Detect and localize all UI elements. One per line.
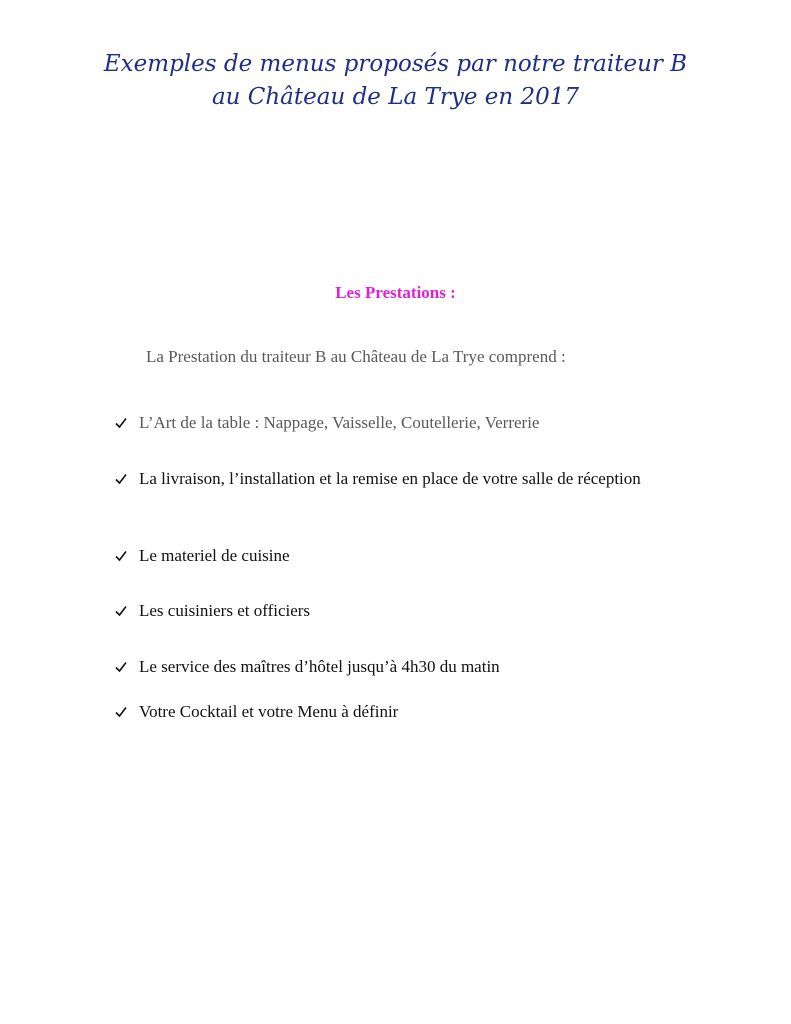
- page-title: [0, 48, 791, 114]
- intro-text: La Prestation du traiteur B au Château de La Trye comprend :: [146, 347, 566, 366]
- list-item: [115, 468, 675, 490]
- checkmark-icon: [115, 412, 129, 434]
- list-item-text: Les cuisiniers et officiers: [139, 601, 311, 620]
- section-heading: Les Prestations :: [335, 283, 456, 302]
- title-line-2: au Château de La Trye en 2017: [211, 84, 580, 110]
- list-item-text: La livraison, l’installation et la remise en place de votre salle de réception: [139, 469, 641, 488]
- title-line-1: Exemples de menus proposés par notre traiteur B: [103, 51, 688, 77]
- list-item-text: Le materiel de cuisine: [139, 546, 290, 565]
- list-item: [115, 600, 675, 622]
- list-item: [115, 656, 675, 678]
- checkmark-icon: [115, 600, 129, 622]
- list-item: [115, 701, 675, 723]
- checkmark-icon: [115, 656, 129, 678]
- list-item-text: Le service des maîtres d’hôtel jusqu’à 4h30 du matin: [139, 657, 500, 676]
- list-item-text: L’Art de la table : Nappage, Vaisselle, Coutellerie, Verrerie: [139, 413, 540, 432]
- checkmark-icon: [115, 545, 129, 567]
- list-item-text: Votre Cocktail et votre Menu à définir: [139, 702, 399, 721]
- list-item: [115, 412, 675, 434]
- list-item: [115, 545, 675, 567]
- checkmark-icon: [115, 468, 129, 490]
- checkmark-icon: [115, 701, 129, 723]
